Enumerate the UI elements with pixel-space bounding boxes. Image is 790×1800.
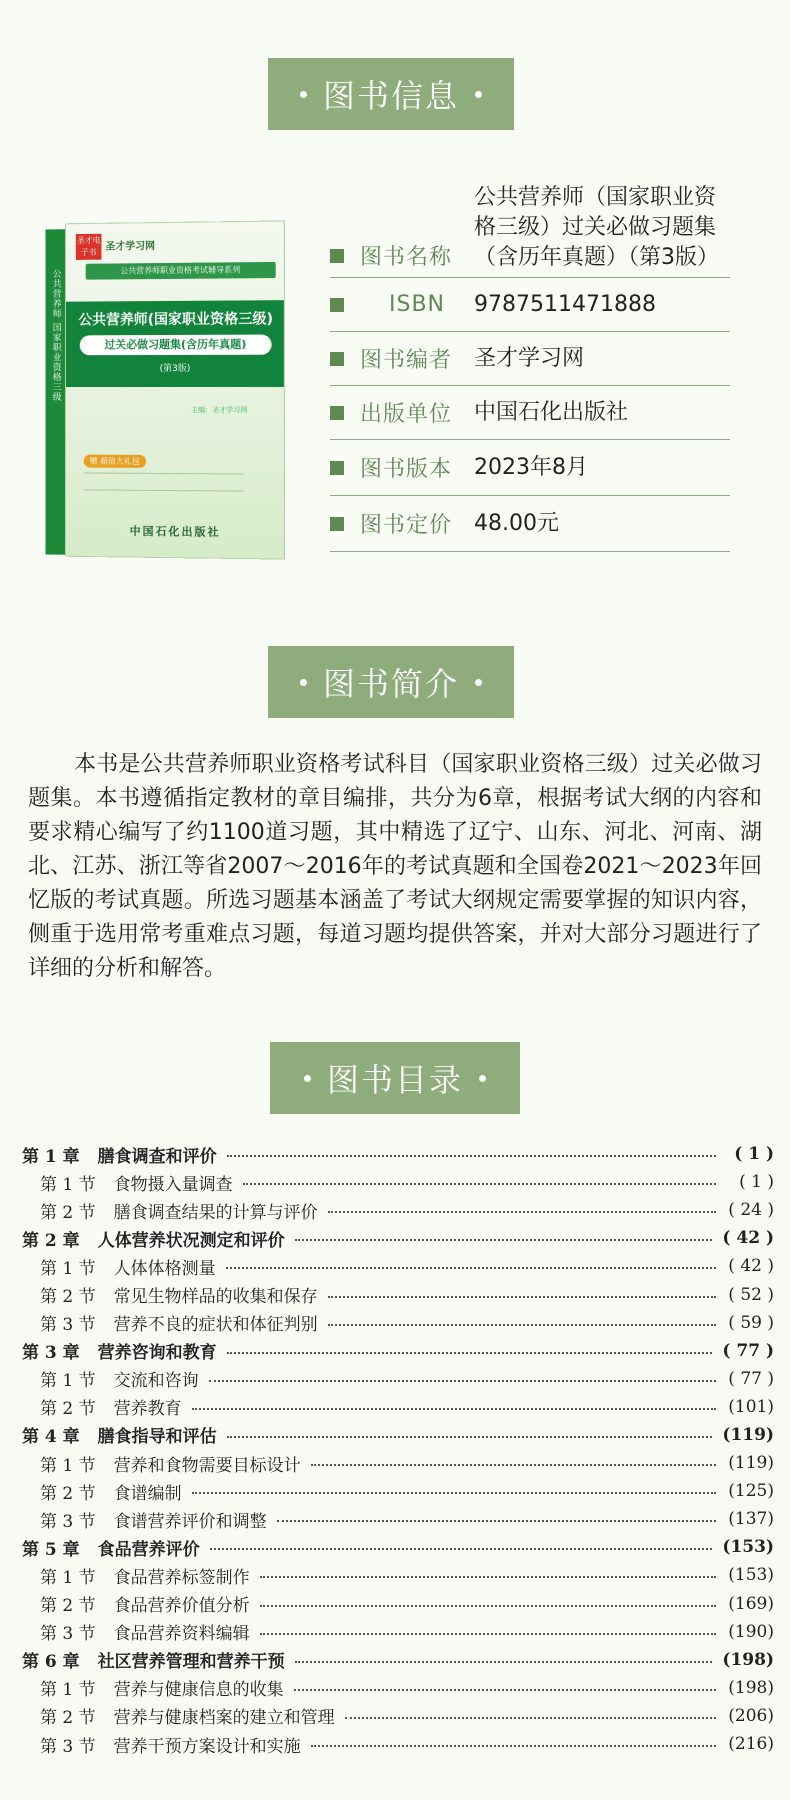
toc-number: 第 1 节 [40, 1567, 96, 1588]
toc-leader-dots [227, 1436, 713, 1438]
toc-section-row [22, 1196, 774, 1224]
toc-page: (153) [728, 1565, 774, 1586]
toc-section-row [22, 1505, 774, 1533]
bullet-dot-icon [475, 679, 482, 686]
toc-number: 第 3 节 [40, 1624, 96, 1645]
toc-section-row [22, 1674, 774, 1702]
toc-page: (125) [728, 1481, 774, 1502]
toc-number: 第 6 章 [22, 1652, 80, 1673]
toc-section-row [22, 1561, 774, 1589]
cover-publisher: 中国石化出版社 [129, 524, 221, 539]
cover-front [65, 220, 285, 559]
toc-title: 营养与健康档案的建立和管理 [113, 1708, 335, 1729]
square-bullet-icon [330, 298, 344, 312]
toc-page: ( 52 ) [728, 1284, 774, 1305]
toc-title: 食谱营养评价和调整 [113, 1511, 267, 1532]
toc-page: ( 24 ) [728, 1200, 774, 1221]
section-title: 图书目录 [326, 1061, 463, 1099]
section-banner-info [268, 58, 514, 130]
cover-series: 公共营养师职业资格考试辅导系列 [86, 262, 276, 280]
toc-page: (198) [728, 1677, 774, 1698]
toc-section-row [22, 1477, 774, 1505]
toc-chapter-row [22, 1421, 774, 1449]
toc-number: 第 2 节 [40, 1708, 96, 1729]
toc-leader-dots [328, 1296, 716, 1298]
section-banner-toc [270, 1042, 520, 1114]
section-title: 图书信息 [322, 77, 459, 115]
toc-section-row [22, 1730, 774, 1758]
info-label: 出版单位 [360, 402, 453, 427]
toc-leader-dots [209, 1380, 716, 1382]
bullet-dot-icon [475, 91, 482, 98]
toc-page: (119) [728, 1453, 774, 1474]
square-bullet-icon [330, 406, 344, 420]
toc-number: 第 5 章 [22, 1539, 80, 1560]
info-row-editor [330, 332, 730, 386]
toc-page: ( 77 ) [722, 1340, 774, 1361]
toc-title: 膳食调查结果的计算与评价 [113, 1202, 318, 1223]
cover-edition: (第3版) [159, 363, 191, 375]
info-row-publisher [330, 386, 730, 440]
toc-title: 膳食指导和评估 [97, 1427, 217, 1448]
toc-number: 第 2 节 [40, 1596, 96, 1617]
toc-leader-dots [260, 1633, 716, 1635]
toc-section-row [22, 1252, 774, 1280]
toc-leader-dots [243, 1183, 716, 1185]
toc-leader-dots [210, 1548, 713, 1550]
info-value: 中国石化出版社 [474, 399, 629, 425]
toc-leader-dots [260, 1576, 716, 1578]
toc-chapter-row [22, 1337, 774, 1365]
cover-brand: 圣才学习网 [105, 241, 156, 253]
toc-page: ( 59 ) [728, 1312, 774, 1333]
toc-title: 营养咨询和教育 [97, 1343, 217, 1364]
toc-leader-dots [311, 1745, 716, 1747]
toc-page: ( 77 ) [728, 1368, 774, 1389]
square-bullet-icon [330, 249, 344, 263]
toc-leader-dots [328, 1211, 716, 1213]
toc-page: (169) [728, 1593, 774, 1614]
toc-chapter-row [22, 1533, 774, 1561]
info-label: ISBN [388, 292, 445, 317]
toc-page: ( 42 ) [728, 1256, 774, 1277]
toc-leader-dots [295, 1239, 713, 1241]
toc-leader-dots [345, 1717, 716, 1719]
toc-title: 食品营养价值分析 [113, 1596, 250, 1617]
toc-title: 营养和食物需要目标设计 [113, 1455, 301, 1476]
toc-number: 第 1 章 [22, 1146, 80, 1167]
toc-chapter-row [22, 1646, 774, 1674]
toc-number: 第 2 节 [40, 1399, 96, 1420]
info-row-isbn [330, 278, 730, 332]
cover-spine: 公共营养师 国家职业资格三级 [45, 229, 67, 555]
toc-number: 第 1 节 [40, 1455, 96, 1476]
toc-leader-dots [227, 1155, 716, 1157]
toc-number: 第 4 章 [22, 1427, 80, 1448]
toc-title: 食品营养资料编辑 [113, 1624, 250, 1645]
toc-page: (190) [728, 1621, 774, 1642]
bullet-dot-icon [300, 91, 307, 98]
toc-page: (119) [722, 1424, 774, 1445]
toc-section-row [22, 1365, 774, 1393]
toc-number: 第 2 章 [22, 1230, 80, 1251]
toc-chapter-row [22, 1224, 774, 1252]
bullet-dot-icon [479, 1075, 486, 1082]
info-value: 2023年8月 [474, 454, 588, 480]
toc-page: (137) [728, 1509, 774, 1530]
toc-section-row [22, 1309, 774, 1337]
info-row-edition [330, 440, 730, 496]
info-row-price [330, 496, 730, 552]
toc-number: 第 3 章 [22, 1343, 80, 1364]
toc-title: 营养与健康信息的收集 [113, 1680, 284, 1701]
toc-title: 食品营养评价 [97, 1539, 200, 1560]
toc-leader-dots [277, 1520, 716, 1522]
info-row-title [330, 170, 730, 278]
toc-page: (153) [722, 1537, 774, 1558]
toc-title: 营养干预方案设计和实施 [113, 1736, 301, 1757]
toc-chapter-row [22, 1140, 774, 1168]
toc-number: 第 1 节 [40, 1680, 96, 1701]
toc-title: 膳食调查和评价 [97, 1146, 217, 1167]
toc-title: 营养不良的症状和体征判别 [113, 1315, 318, 1336]
toc-number: 第 2 节 [40, 1202, 96, 1223]
toc-leader-dots [311, 1464, 716, 1466]
toc-title: 食谱编制 [113, 1483, 182, 1504]
toc-title: 食品营养标签制作 [113, 1567, 250, 1588]
toc-number: 第 3 节 [40, 1736, 96, 1757]
toc-page: ( 1 ) [739, 1172, 774, 1193]
section-banner-intro [268, 646, 514, 718]
toc-title: 社区营养管理和营养干预 [97, 1652, 285, 1673]
toc-section-row [22, 1702, 774, 1730]
toc-page: ( 42 ) [722, 1228, 774, 1249]
cover-gift-badge: 赠 超值大礼包 [84, 455, 146, 468]
toc-section-row [22, 1280, 774, 1308]
toc-title: 交流和咨询 [113, 1371, 199, 1392]
toc-leader-dots [294, 1689, 716, 1691]
toc-leader-dots [295, 1661, 713, 1663]
toc-page: (101) [728, 1396, 774, 1417]
toc-leader-dots [192, 1492, 716, 1494]
cover-author: 主编：圣才学习网 [190, 406, 248, 415]
square-bullet-icon [330, 517, 344, 531]
toc-number: 第 1 节 [40, 1371, 96, 1392]
toc-leader-dots [226, 1267, 716, 1269]
cover-subtitle: 过关必做习题集(含历年真题) [80, 335, 272, 356]
info-value: 9787511471888 [474, 291, 656, 317]
toc-leader-dots [227, 1352, 713, 1354]
toc-page: (216) [728, 1734, 774, 1755]
toc-page: (206) [728, 1705, 774, 1726]
info-value: 圣才学习网 [474, 345, 585, 371]
square-bullet-icon [330, 461, 344, 475]
toc-section-row [22, 1168, 774, 1196]
toc-page: (198) [722, 1649, 774, 1670]
info-label: 图书定价 [360, 513, 453, 538]
toc-number: 第 3 节 [40, 1511, 96, 1532]
toc-section-row [22, 1590, 774, 1618]
toc-title: 人体体格测量 [113, 1258, 216, 1279]
toc-title: 常见生物样品的收集和保存 [113, 1287, 318, 1308]
intro-paragraph: 本书是公共营养师职业资格考试科目（国家职业资格三级）过关必做习题集。本书遵循指定教材的章目编排，共分为6章，根据考试大纲的内容和要求精心编写了约1100道习题，其中精选了辽宁、山东、河北、河南、湖北、江苏、浙江等省2007～2016年的考试真题和全国卷2021～2023年回忆版的考试真题。所选习题基本涵盖了考试大纲规定需要掌握的知识内容，侧重于选用常考重难点习题，每道习题均提供答案，并对大部分习题进行了详细的分析和解答。 [28, 752, 762, 981]
toc-title: 营养教育 [113, 1399, 182, 1420]
info-value: 公共营养师（国家职业资格三级）过关必做习题集（含历年真题）（第3版） [474, 185, 719, 270]
section-title: 图书简介 [322, 665, 459, 703]
toc-leader-dots [328, 1324, 716, 1326]
toc-section-row [22, 1393, 774, 1421]
info-value: 48.00元 [474, 510, 559, 536]
toc-number: 第 1 节 [40, 1258, 96, 1279]
cover-divider [84, 472, 244, 491]
toc-number: 第 1 节 [40, 1174, 96, 1195]
book-info-list [330, 170, 730, 552]
toc-title: 人体营养状况测定和评价 [97, 1230, 285, 1251]
info-label: 图书名称 [360, 245, 453, 270]
info-label: 图书版本 [360, 457, 453, 482]
bullet-dot-icon [304, 1075, 311, 1082]
toc-number: 第 3 节 [40, 1315, 96, 1336]
bullet-dot-icon [300, 679, 307, 686]
toc-title: 食物摄入量调查 [113, 1174, 233, 1195]
info-label: 图书编者 [360, 348, 453, 373]
toc-section-row [22, 1449, 774, 1477]
toc-leader-dots [192, 1408, 716, 1410]
toc-number: 第 2 节 [40, 1483, 96, 1504]
square-bullet-icon [330, 352, 344, 366]
table-of-contents [22, 1140, 774, 1758]
cover-logo: 圣才电子书 [76, 234, 102, 260]
cover-title: 公共营养师(国家职业资格三级) [78, 311, 274, 329]
toc-number: 第 2 节 [40, 1287, 96, 1308]
toc-leader-dots [260, 1605, 716, 1607]
book-cover [45, 220, 284, 559]
toc-section-row [22, 1618, 774, 1646]
toc-page: ( 1 ) [734, 1144, 774, 1165]
